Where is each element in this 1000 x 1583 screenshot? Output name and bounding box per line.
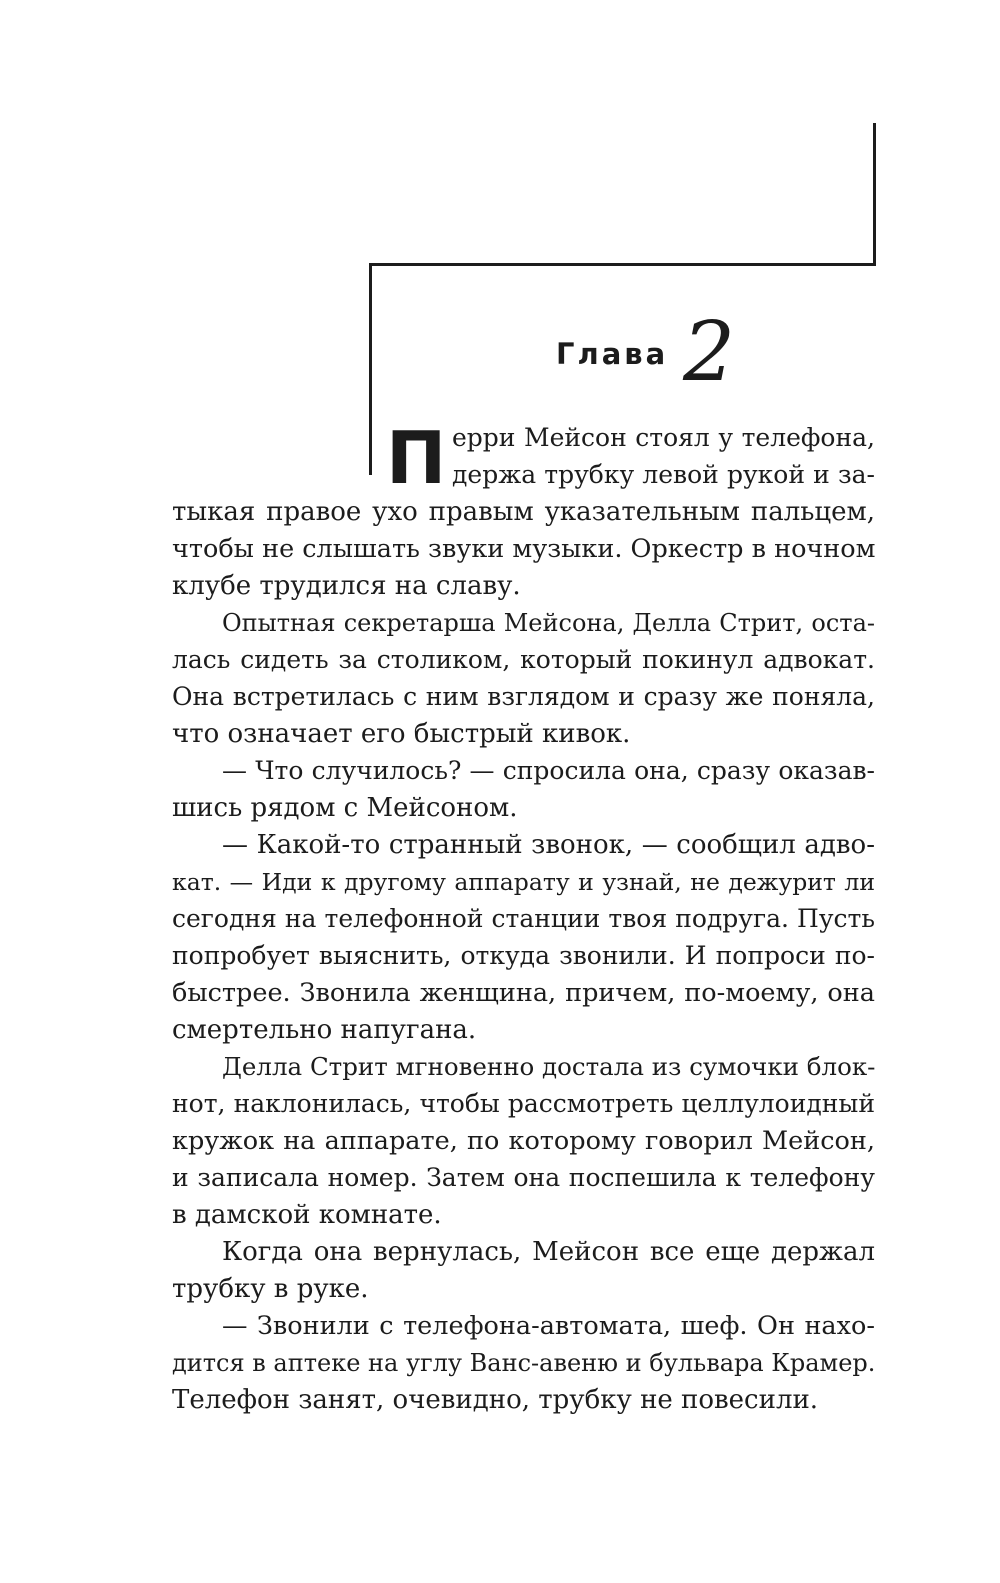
text-line: лась сидеть за столиком, который покинул адвокат. — [172, 645, 875, 674]
text-line: клубе трудился на славу. — [172, 571, 521, 601]
frame-line-left — [369, 263, 372, 475]
text-line: трубку в руке. — [172, 1274, 369, 1304]
text-line: что означает его быстрый кивок. — [172, 719, 631, 749]
text-line: шись рядом с Мейсоном. — [172, 793, 518, 823]
text-line: в дамской комнате. — [172, 1200, 442, 1230]
chapter-number: 2 — [683, 305, 736, 400]
text-line: — Что случилось? — спросила она, сразу оказав- — [222, 756, 875, 785]
text-line: — Звонили с телефона-автомата, шеф. Он нахо- — [222, 1311, 875, 1341]
text-line: Телефон занят, очевидно, трубку не повесили. — [172, 1385, 819, 1415]
text-line: и записала номер. Затем она поспешила к телефону — [172, 1163, 875, 1192]
drop-cap: П — [386, 416, 447, 500]
text-line: тыкая правое ухо правым указательным пальцем, — [172, 497, 875, 527]
text-line: держа трубку левой рукой и за- — [452, 460, 875, 489]
text-line: кружок на аппарате, по которому говорил Мейсон, — [172, 1126, 875, 1156]
text-line: быстрее. Звонила женщина, причем, по-моему, она — [172, 978, 875, 1008]
text-line: Делла Стрит мгновенно достала из сумочки блок- — [222, 1052, 876, 1081]
text-line: сегодня на телефонной станции твоя подруга. Пусть — [172, 904, 875, 933]
text-line: нот, наклонилась, чтобы рассмотреть целлулоидный — [172, 1089, 875, 1118]
frame-line-right — [873, 123, 876, 266]
text-line: кат. — Иди к другому аппарату и узнай, не дежурит ли — [172, 868, 875, 896]
text-line: Она встретилась с ним взглядом и сразу же поняла, — [172, 682, 875, 711]
text-line: Когда она вернулась, Мейсон все еще держал — [222, 1237, 875, 1267]
text-line: ерри Мейсон стоял у телефона, — [452, 423, 875, 452]
text-line: Опытная секретарша Мейсона, Делла Стрит, оста- — [222, 609, 875, 637]
text-line: — Какой-то странный звонок, — сообщил адво- — [222, 830, 875, 860]
chapter-label: Глава — [556, 337, 669, 371]
text-line: попробует выяснить, откуда звонили. И попроси по- — [172, 941, 875, 970]
text-line: дится в аптеке на углу Ванс-авеню и бульвара Крамер. — [172, 1349, 876, 1377]
text-line: чтобы не слышать звуки музыки. Оркестр в ночном — [172, 534, 876, 564]
text-line: смертельно напугана. — [172, 1015, 477, 1045]
frame-line-top — [369, 263, 876, 266]
